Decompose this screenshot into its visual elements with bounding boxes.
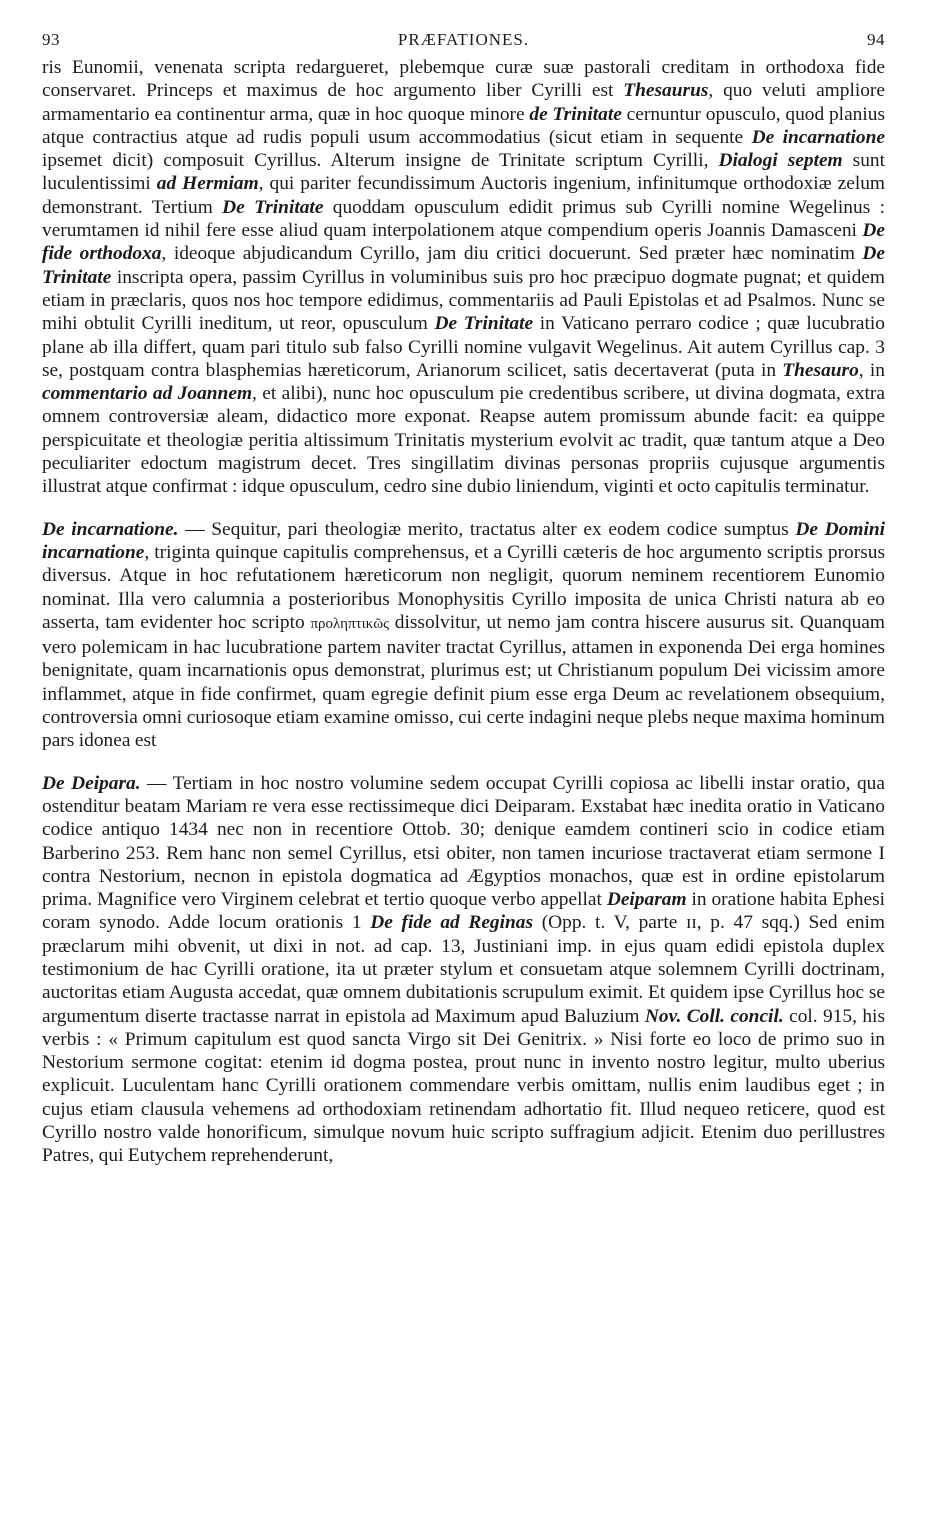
text-run: quoddam opusculum edidit primus sub Cyrilli nomine Wegelinus : verumtamen id nihil fere esse aliud quam interpolationem atque compendium operis Joannis Damasceni [42, 196, 885, 242]
text-run: col. 915, his verbis : « Primum capitulum est quod sancta Virgo sit Dei Genitrix. » Nisi forte eo loco de primo suo in Nestorium sermone cogitat: etenim id dogma postea, prout nunc in invento nostro legitur, multo uberius explicuit. Luculentam hanc Cyrilli orationem commendare verbis omittam, nullis enim laudibus eget ; in cujus etiam clausula vehemens ad orthodoxiam retinendam adhortatio fit. Illud nequeo reticere, quod est Cyrillo nostro valde honorificum, simulque novum huic scripto suffragium adjicit. Etenim duo perillustres Patres, qui Eutychem reprehenderunt, [42, 1005, 885, 1167]
italic-title-run: De Domini incarnatione [42, 518, 886, 563]
text-run: cernuntur opusculo, quod planius atque contractius atque ad rudis populi usum accommodatius (sicut etiam in sequente [42, 103, 886, 148]
text-run: , quo veluti ampliore armamentario ea continentur arma, quæ in hoc quoque minore [42, 80, 885, 125]
text-run: , et alibi), nunc hoc opusculum pie credentibus scribere, ut divina dogmata, extra omnem controversiæ aleam, didactico more exponat. Reapse autem promissum abunde facit: ea quippe perspicuitate et theologiæ peritia altissimum Trinitatis mysterium evolvit ac tradit, quæ tantum atque a Deo peculiariter edoctum magistrum decet. Tres singillatim divinas personas propriis cujusque argumentis illustrat atque confirmat : idque opusculum, cedro sine dubio liniendum, viginti et octo capitulis terminatur. [42, 383, 885, 498]
italic-title-run: Thesauro [782, 359, 859, 381]
italic-title-run: Dialogi septem [718, 150, 843, 172]
text-run: sunt luculentissimi [42, 150, 885, 195]
italic-title-run: De Trinitate [42, 243, 886, 288]
italic-title-run: De Trinitate [434, 313, 534, 335]
page-number-left: 93 [42, 30, 60, 49]
text-run: , ideoque abjudicandum Cyrillo, jam diu critici docuerunt. Sed præter hæc nominatim [161, 243, 863, 265]
italic-title-run: De fide orthodoxa [42, 220, 885, 265]
italic-title-run: De Trinitate [222, 196, 324, 218]
italic-title-run: Thesaurus [623, 80, 709, 102]
text-run: — Tertiam in hoc nostro volumine sedem occupat Cyrilli copiosa ac libelli instar oratio, qua ostenditur beatam Mariam re vera esse rectissimeque dici Deiparam. Exstabat hæc inedita oratio in Vaticano codice antiquo 1434 nec non in recentiore Ottob. 30; denique eamdem contineri scio in codice etiam Barberino 253. Rem hanc non semel Cyrillus, etsi obiter, non tamen incuriose tractaverat etiam sermone I contra Nestorium, necnon in epistola dogmatica ad Ægyptios monachos, quæ est in ordine epistolarum prima. Magnifice vero Virginem celebrat et tertio quoque verbo appellat [42, 772, 885, 911]
paragraph-de-incarnatione [42, 518, 885, 753]
running-title: PRÆFATIONES. [397, 30, 530, 49]
italic-title-run: ad Hermiam [156, 173, 259, 195]
page-number-right: 94 [867, 30, 885, 49]
italic-title-run: Nov. Coll. concil. [644, 1005, 784, 1027]
text-run: inscripta opera, passim Cyrillus in voluminibus suis pro hoc præcipuo dogmate pugnat; et quidem etiam in præclaris, quos nos hoc tempore edidimus, commentariis ad Pauli Epistolas et ad Psalmos. Nunc se mihi obtulit Cyrilli ineditum, ut reor, opusculum [42, 266, 885, 335]
text-run: ipsemet dicit) composuit Cyrillus. Alterum insigne de Trinitate scriptum Cyrilli, [42, 150, 719, 172]
italic-title-run: Deiparam [606, 889, 687, 911]
text-run: , qui pariter fecundissimum Auctoris ingenium, infinitumque orthodoxiæ zelum demonstrant. Tertium [42, 173, 885, 218]
text-run: ris Eunomii, venenata scripta redargueret, plebemque curæ suæ pastorali creditam in orthodoxa fide conservaret. Princeps et maximus de hoc argumento liber Cyrilli est [42, 57, 885, 102]
text-run: , in [858, 359, 885, 381]
paragraph-de-trinitate [42, 56, 885, 499]
running-head [42, 30, 885, 56]
italic-title-run: De incarnatione [751, 126, 885, 148]
greek-word-run: προληπτικῶς [310, 615, 390, 632]
italic-title-run: De Deipara. [42, 772, 141, 794]
text-run: , triginta quinque capitulis comprehensus, et a Cyrilli cæteris de hoc argumento scriptis prorsus diversus. Atque in hoc refutationem hæreticorum non negligit, quorum neminem recentiorem Eunomio nominat. Illa vero calumnia a posterioribus Monophysitis Cyrillo imposita de unica Christi natura ab eo asserta, tam evidenter hoc scripto [42, 541, 885, 633]
italic-title-run: De incarnatione. [42, 518, 179, 540]
text-run: — Sequitur, pari theologiæ merito, tractatus alter ex eodem codice sumptus [178, 518, 796, 540]
text-run: (Opp. t. V, parte ɪɪ, p. 47 sqq.) Sed enim præclarum mihi obvenit, ut dixi in not. ad cap. 13, Justiniani imp. in ejus quam edidi epistola duplex testimonium de hac Cyrilli oratione, ita ut præter stylum et consuetam atque solemnem Cyrilli doctrinam, auctoritas etiam Augusta accedat, quæ omnem dubitationis scrupulum eximit. Et quidem ipse Cyrillus hoc se argumentum diserte tractasse narrat in epistola ad Maximum apud Baluzium [42, 912, 885, 1027]
italic-title-run: de Trinitate [529, 103, 622, 125]
text-run: in oratione habita Ephesi coram synodo. Adde locum orationis 1 [42, 889, 886, 934]
paragraph-de-deipara [42, 772, 885, 1168]
body-text [42, 56, 885, 1168]
text-run: dissolvitur, ut nemo jam contra hiscere ausurus sit. Quanquam vero polemicam in hac lucubratione partem naviter tractat Cyrillus, attamen in exponenda Dei erga homines benignitate, quam incarnationis opus demonstrat, plurimus est; ut Christianum populum Dei vicissim amore inflammet, atque in fide confirmet, quam egregie definit pium esse erga Deum ac revelationem obsequium, controversia omni curiosoque etiam examine omisso, cui certe indagini neque plebs neque maxima hominum pars idonea est [42, 611, 885, 752]
text-run: in Vaticano perraro codice ; quæ lucubratio plane ab illa differt, quam pari titulo sub falso Cyrilli nomine vulgavit Wegelinus. Ait autem Cyrillus cap. 3 se, postquam contra blasphemias hæreticorum, Arianorum scilicet, satis decertaverat (puta in [42, 313, 886, 381]
italic-title-run: commentario ad Joannem [42, 383, 253, 405]
italic-title-run: De fide ad Reginas [370, 912, 534, 934]
